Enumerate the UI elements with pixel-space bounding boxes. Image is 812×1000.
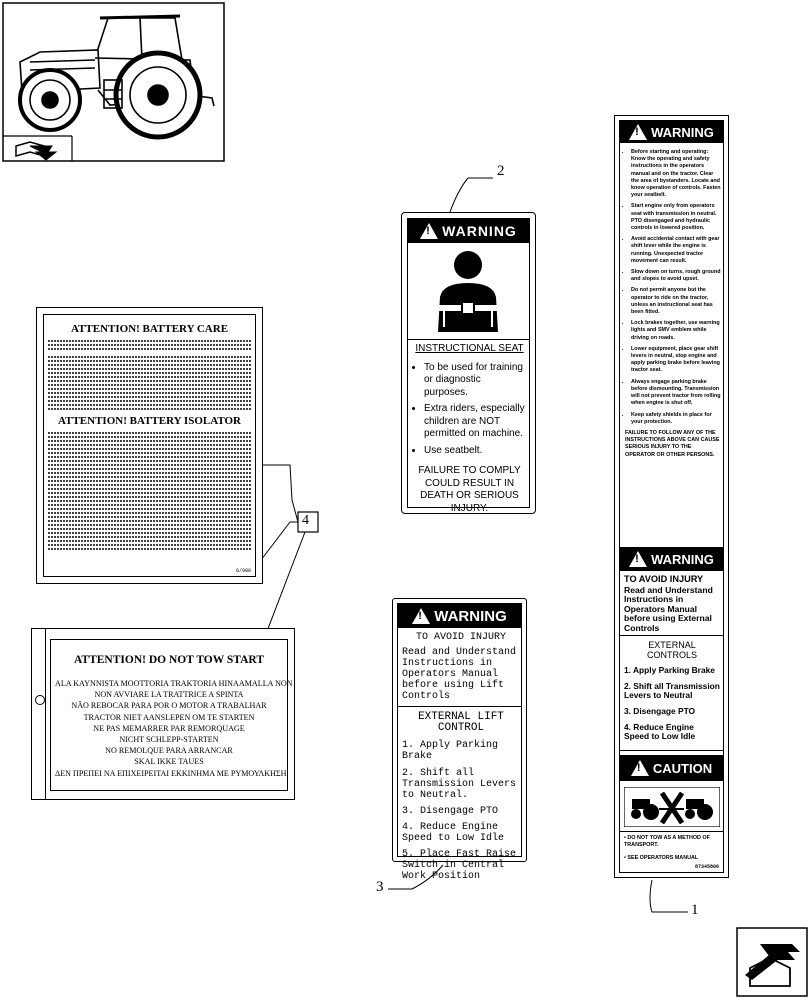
tow-line: NON AVVIARE LA TRATTRICE A SPINTA	[94, 690, 244, 700]
lift-avoid-text: Read and Understand Instructions in Operators Manual before using Lift Controls	[402, 647, 517, 702]
tall-avoid-title: TO AVOID INJURY	[624, 574, 704, 584]
tall-ext-step: 3. Disengage PTO	[624, 705, 696, 716]
tall-avoid-text: Read and Understand Instructions in Operators Manual before using External Controls	[624, 584, 713, 633]
tall-tow-note: • SEE OPERATORS MANUAL	[624, 855, 699, 861]
seat-subtitle: INSTRUCTIONAL SEAT	[415, 343, 524, 354]
warning-triangle-icon	[412, 608, 430, 624]
tall-warning-label: WARNING	[651, 124, 714, 140]
tall-warning-header-2	[620, 547, 723, 571]
battery-decal	[36, 307, 263, 584]
tall-bullet: • Lower equipment, place gear shift levers in neutral, stop engine and apply parking brake before leaving tractor seat.	[631, 346, 721, 375]
tow-start-decal	[31, 628, 295, 800]
tall-warning-label-2: WARNING	[651, 551, 714, 567]
tow-start-languages	[55, 678, 293, 779]
tall-bullet: • Avoid accidental contact with gear shift lever while the engine is running. Unexpected tractor movement can result.	[631, 236, 721, 265]
tall-ext-step: 1. Apply Parking Brake	[624, 665, 715, 676]
tow-line: SKAL IKKE TAUES	[134, 757, 204, 767]
tall-bullet: • Before starting and operating: Know the operating and safety instructions in the operators manual and on the tractor. Clear the area of bystanders. Locate and know operation of controls. Fasten your seatbelt.	[631, 149, 721, 199]
tall-bullet: • Do not permit anyone but the operator to ride on the tractor, unless an instructional seat has been fitted.	[631, 287, 721, 316]
tall-warning-decal	[614, 115, 729, 878]
warning-triangle-icon	[629, 551, 647, 567]
no-tow-icon	[624, 787, 720, 827]
battery-isolator-title: ATTENTION! BATTERY ISOLATOR	[58, 415, 241, 427]
lift-step: 1. Apply Parking Brake	[402, 740, 499, 762]
tall-bullet: • Keep safety shields in place for your protection.	[631, 412, 721, 426]
tall-warning-header	[620, 121, 723, 143]
tow-line: TRACTOR NIET AANSLEPEN OM TE STARTEN	[83, 712, 255, 722]
lift-step: 3. Disengage PTO	[402, 806, 499, 817]
tall-ext-step: 4. Reduce Engine Speed to Low Idle	[624, 721, 696, 742]
lift-step: 5. Place Fast Raise Switch in Central Work Position	[402, 849, 517, 882]
warning-triangle-icon	[420, 223, 438, 239]
tow-line: ΔΕΝ ΠΡΕΠΕΙ ΝΑ ΕΠΙΧΕΙΡΕΙΤΑΙ ΕΚΚΙΝΗΜΑ ΜΕ ΡΥΜΟΥΛΚΗΣΗ	[55, 768, 287, 778]
tall-failure-text: FAILURE TO FOLLOW ANY OF THE INSTRUCTIONS ABOVE CAN CAUSE SERIOUS INJURY TO THE OPERATOR OR OTHER PERSONS.	[625, 429, 720, 458]
seat-bullet: • Extra riders, especially children are NOT permitted on machine.	[424, 403, 527, 441]
tall-ext-title: EXTERNAL CONTROLS	[646, 640, 697, 660]
lift-control-title: EXTERNAL LIFT CONTROL	[418, 711, 504, 734]
battery-decal-code: 6/980	[235, 568, 251, 574]
seat-warning-label: WARNING	[442, 223, 517, 239]
seat-bullet: • To be used for training or diagnostic purposes.	[424, 362, 527, 400]
external-lift-decal	[392, 598, 527, 882]
tall-bullet: • Always engage parking brake before dismounting. Transmission will not prevent tractor from rolling when engine is shut off.	[631, 379, 721, 408]
lift-avoid-title: TO AVOID INJURY	[415, 632, 506, 643]
callout-3: 3	[376, 879, 384, 895]
seat-footer: FAILURE TO COMPLY COULD RESULT IN DEATH OR SERIOUS INJURY.	[418, 465, 521, 514]
tall-decal-code: 87345806	[694, 864, 719, 870]
warning-triangle-icon	[631, 760, 649, 776]
tow-line: NÃO REBOCAR PARA POR O MOTOR A TRABALHAR	[71, 701, 267, 711]
lift-step: 2. Shift all Transmission Levers to Neutral.	[402, 768, 517, 801]
tall-bullet: • Slow down on turns, rough ground and slopes to avoid upset.	[631, 269, 721, 283]
seat-bullet: • Use seatbelt.	[424, 445, 527, 458]
tow-line: NICHT SCHLEPP-STARTEN	[119, 735, 219, 745]
callout-1: 1	[691, 902, 699, 918]
instructional-seat-decal	[401, 212, 536, 514]
battery-care-text	[48, 340, 251, 410]
tall-bullet: • Lock brakes together, use warning lights and SMV emblem while driving on roads.	[631, 320, 721, 342]
tall-caution-header	[620, 755, 723, 781]
seat-warning-header	[408, 219, 529, 243]
tow-start-title: ATTENTION! DO NOT TOW START	[73, 654, 265, 666]
tall-caution-label: CAUTION	[652, 760, 713, 776]
battery-isolator-text	[48, 432, 251, 550]
tall-tow-note: • DO NOT TOW AS A METHOD OF TRANSPORT.	[624, 835, 710, 848]
tall-bullet: • Start engine only from operators seat with transmission in neutral. PTO disengaged and hydraulic controls in lowered position.	[631, 203, 721, 232]
tow-line: NE PAS MEMARRER PAR REMORQUAGE	[93, 723, 245, 733]
callout-4: 4	[302, 513, 309, 528]
lift-warning-label: WARNING	[434, 607, 507, 625]
tow-line: ALA KAYNNISTA MOOTTORIA TRAKTORIA HINAAMALLA NON	[55, 679, 293, 688]
callout-2: 2	[497, 163, 505, 179]
warning-triangle-icon	[629, 124, 647, 140]
tall-ext-step: 2. Shift all Transmission Levers to Neutral	[624, 680, 720, 701]
lift-step: 4. Reduce Engine Speed to Low Idle	[402, 822, 505, 844]
tow-line: NO REMOLQUE PARA ARRANCAR	[105, 746, 233, 756]
battery-care-title: ATTENTION! BATTERY CARE	[70, 323, 229, 335]
lift-warning-header	[398, 604, 521, 628]
seatbelt-icon	[408, 247, 529, 337]
